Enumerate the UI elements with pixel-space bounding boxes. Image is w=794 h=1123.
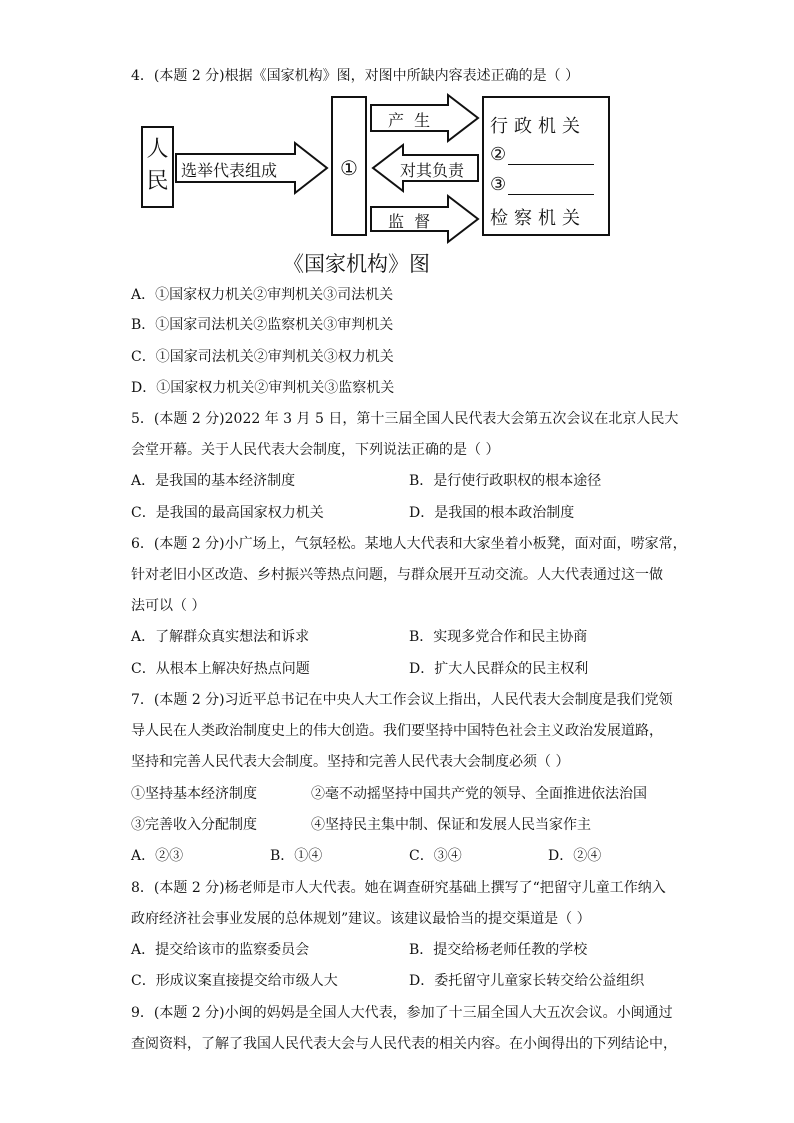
q7-option-c[interactable]: C．③④ (409, 848, 462, 864)
q6-option-a[interactable]: A．了解群众真实想法和诉求 (131, 629, 310, 645)
blank-2 (508, 148, 594, 165)
q8-option-b[interactable]: B．提交给杨老师任教的学校 (409, 942, 588, 958)
q7-option-a[interactable]: A．②③ (131, 848, 184, 864)
q4-option-c[interactable]: C．①国家司法机关②审判机关③权力机关 (131, 349, 394, 365)
q5-option-d[interactable]: D．是我国的根本政治制度 (409, 505, 575, 521)
organ-row-3-mark: ③ (490, 174, 507, 195)
q7-stem-line-1: 7．(本题 2 分)习近平总书记在中央人大工作会议上指出，人民代表大会制度是我们党领 (131, 692, 673, 708)
q5-stem-line-2: 会堂开幕。关于人民代表大会制度，下列说法正确的是（ ） (131, 442, 500, 458)
q5-option-a[interactable]: A．是我国的基本经济制度 (131, 473, 296, 489)
organ-row-2 (490, 144, 594, 165)
organs-box (482, 96, 610, 236)
arrow-produce-label: 产 生 (388, 111, 431, 130)
q4-stem: 4．(本题 2 分)根据《国家机构》图，对图中所缺内容表述正确的是（ ） (131, 68, 580, 84)
q5-option-b[interactable]: B．是行使行政职权的根本途径 (409, 473, 602, 489)
q8-option-c[interactable]: C．形成议案直接提交给市级人大 (131, 973, 338, 989)
q4-option-a[interactable]: A．①国家权力机关②审判机关③司法机关 (131, 287, 394, 303)
q7-statement-4: ④坚持民主集中制、保证和发展人民当家作主 (311, 817, 591, 833)
q6-stem-line-1: 6．(本题 2 分)小广场上，气氛轻松。某地人大代表和大家坐着小板凳，面对面，唠家常， (131, 536, 687, 552)
q5-option-c[interactable]: C．是我国的最高国家权力机关 (131, 505, 324, 521)
q6-stem-line-2: 针对老旧小区改造、乡村振兴等热点问题，与群众展开互动交流。人大代表通过这一做 (131, 567, 663, 583)
q5-stem-line-1: 5．(本题 2 分)2022 年 3 月 5 日，第十三届全国人民代表大会第五次会议在北京人民大 (131, 411, 679, 427)
center-box-1: ① (331, 96, 367, 236)
arrow-elect-label: 选举代表组成 (181, 161, 278, 180)
q4-option-d[interactable]: D．①国家权力机关②审判机关③监察机关 (131, 380, 395, 396)
q6-stem-line-3: 法可以（ ） (131, 598, 206, 614)
organ-row-administrative: 行政机关 (490, 116, 586, 137)
q9-stem-line-1: 9．(本题 2 分)小闽的妈妈是全国人大代表，参加了十三届全国人大五次会议。小闽通过 (131, 1005, 673, 1021)
organ-row-3 (490, 174, 594, 195)
arrow-responsible-label: 对其负责 (400, 161, 465, 180)
q7-option-b[interactable]: B．①④ (270, 848, 323, 864)
q6-option-b[interactable]: B．实现多党合作和民主协商 (409, 629, 588, 645)
q8-option-d[interactable]: D．委托留守儿童家长转交给公益组织 (409, 973, 645, 989)
q7-stem-line-3: 坚持和完善人民代表大会制度。坚持和完善人民代表大会制度必须（ ） (131, 754, 570, 770)
q7-option-d[interactable]: D．②④ (548, 848, 602, 864)
q7-statement-3: ③完善收入分配制度 (131, 817, 257, 833)
q6-option-c[interactable]: C．从根本上解决好热点问题 (131, 661, 310, 677)
q7-statement-1: ①坚持基本经济制度 (131, 786, 257, 802)
organ-row-procuratorate: 检察机关 (490, 208, 586, 229)
blank-3 (508, 178, 594, 195)
q7-stem-line-2: 导人民在人类政治制度史上的伟大创造。我们要坚持中国特色社会主义政治发展道路， (131, 723, 663, 739)
q8-option-a[interactable]: A．提交给该市的监察委员会 (131, 942, 310, 958)
q4-option-b[interactable]: B．①国家司法机关②监察机关③审判机关 (131, 317, 394, 333)
q9-stem-line-2: 查阅资料，了解了我国人民代表大会与人民代表的相关内容。在小闽得出的下列结论中， (131, 1036, 677, 1052)
diagram-caption: 《国家机构》图 (283, 252, 430, 276)
q8-stem-line-2: 政府经济社会事业发展的总体规划”建议。该建议最恰当的提交渠道是（ ） (131, 911, 591, 927)
q7-statement-2: ②毫不动摇坚持中国共产党的领导、全面推进依法治国 (311, 786, 647, 802)
organ-row-2-mark: ② (490, 144, 507, 165)
q8-stem-line-1: 8．(本题 2 分)杨老师是市人大代表。她在调查研究基础上撰写了“把留守儿童工作纳入 (131, 880, 666, 896)
q6-option-d[interactable]: D．扩大人民群众的民主权利 (409, 661, 589, 677)
people-box: 人 民 (141, 126, 174, 208)
arrow-supervise-label: 监 督 (388, 212, 431, 231)
